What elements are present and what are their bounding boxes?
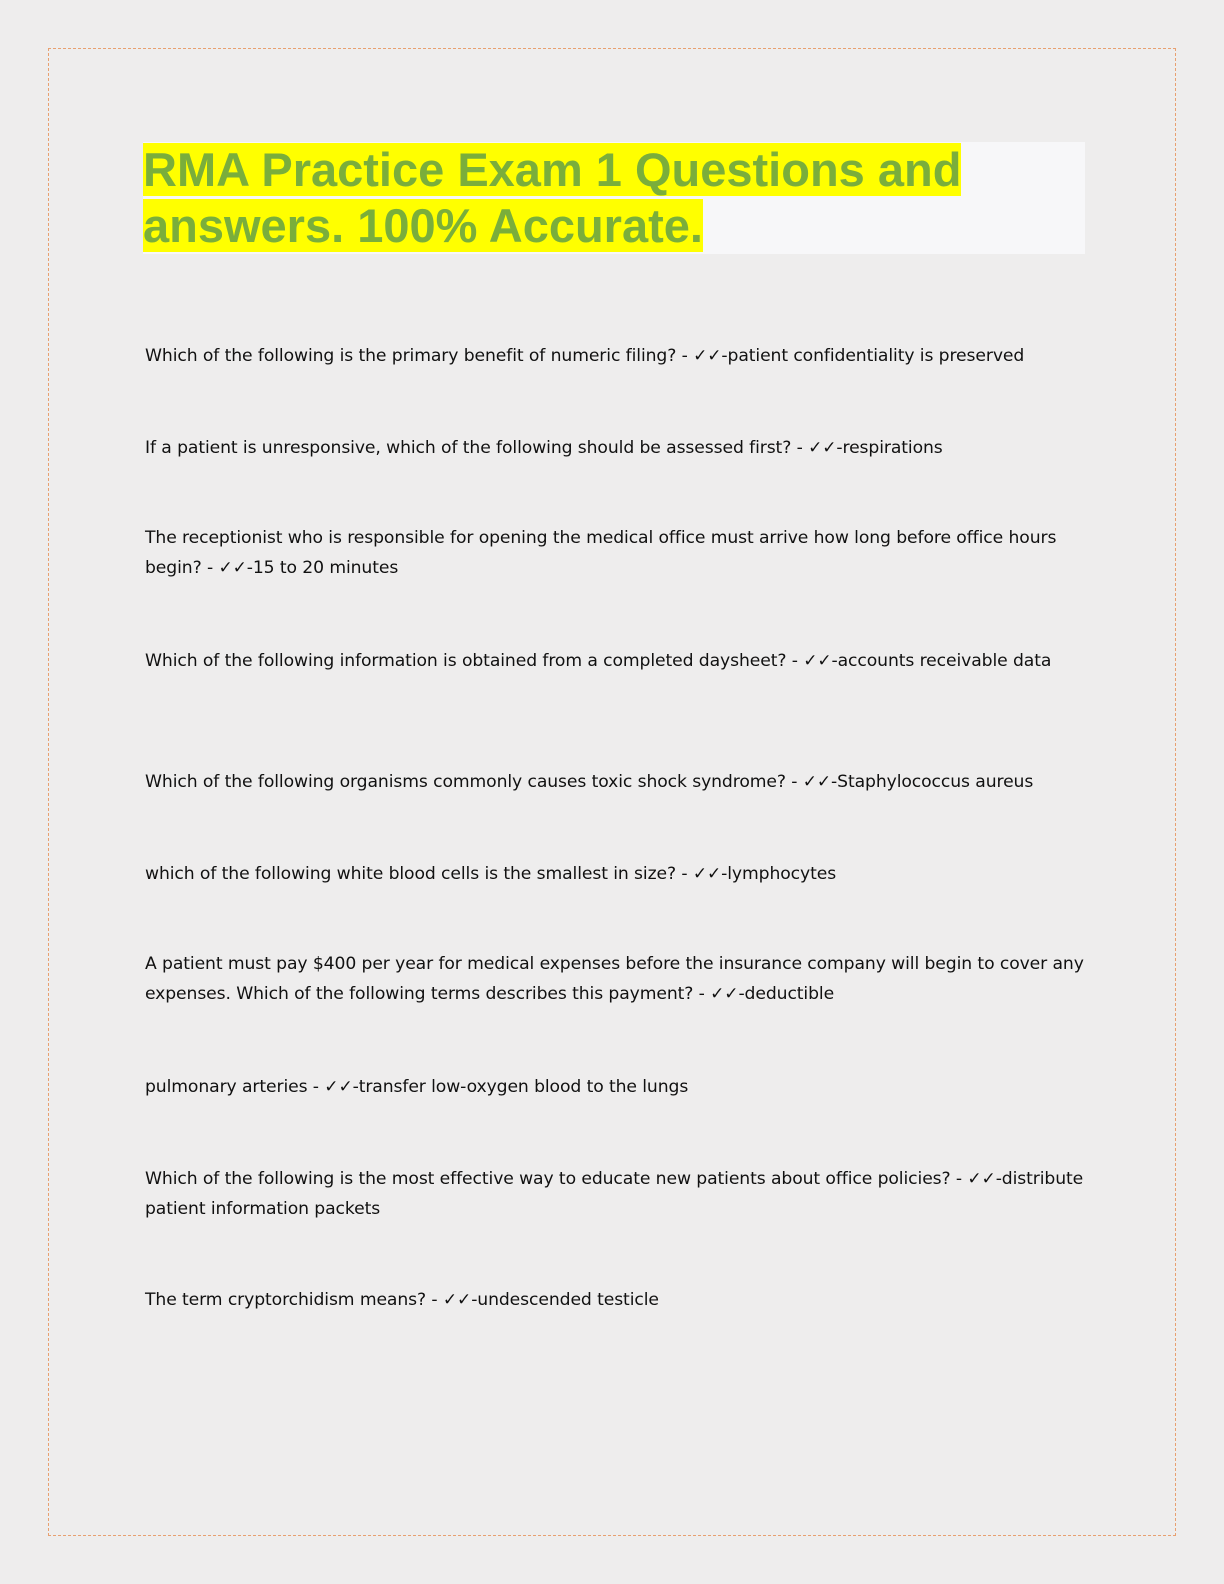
- qa-item-9: [145, 1164, 1085, 1224]
- qa-item-5: [145, 767, 1085, 797]
- check-icon: ✓✓: [218, 558, 247, 578]
- qa-item-8: [145, 1072, 1085, 1102]
- check-icon: ✓✓: [803, 651, 832, 671]
- check-icon: ✓✓: [693, 346, 722, 366]
- qa-item-6: [145, 859, 1085, 889]
- answer-text: -distribute patient information packets: [145, 1169, 1084, 1219]
- answer-text: -undescended testicle: [471, 1290, 659, 1310]
- answer-text: -transfer low-oxygen blood to the lungs: [352, 1077, 689, 1097]
- question-text: pulmonary arteries -: [145, 1077, 319, 1097]
- qa-item-10: [145, 1285, 1085, 1315]
- question-text: Which of the following is the primary benefit of numeric filing? -: [145, 346, 688, 366]
- question-text: Which of the following is the most effective way to educate new patients about office policies? -: [145, 1169, 963, 1189]
- document-title: [143, 142, 1085, 254]
- question-text: The receptionist who is responsible for opening the medical office must arrive how long before office hours begin? -: [145, 528, 1057, 578]
- check-icon: ✓✓: [808, 438, 837, 458]
- check-icon: ✓✓: [802, 772, 832, 792]
- answer-text: -lymphocytes: [721, 864, 837, 884]
- check-icon: ✓✓: [710, 984, 739, 1004]
- question-text: Which of the following information is obtained from a completed daysheet? -: [145, 651, 798, 671]
- title-line-2: answers. 100% Accurate.: [143, 199, 703, 252]
- answer-text: -respirations: [836, 438, 943, 458]
- question-text: Which of the following organisms commonly causes toxic shock syndrome? -: [145, 772, 798, 792]
- question-text: which of the following white blood cells is the smallest in size? -: [145, 864, 688, 884]
- document-title-block: [143, 142, 1085, 254]
- answer-text: -deductible: [738, 984, 835, 1004]
- check-icon: ✓✓: [442, 1290, 472, 1310]
- qa-item-7: [145, 949, 1085, 1009]
- question-text: A patient must pay $400 per year for medical expenses before the insurance company will begin to cover any expenses. Which of the following terms describes this payment? -: [145, 954, 1084, 1004]
- qa-item-2: [145, 433, 1085, 463]
- check-icon: ✓✓: [324, 1077, 353, 1097]
- answer-text: -accounts receivable data: [831, 651, 1052, 671]
- check-icon: ✓✓: [967, 1169, 996, 1189]
- check-icon: ✓✓: [692, 864, 722, 884]
- answer-text: -patient confidentiality is preserved: [721, 346, 1025, 366]
- qa-item-3: [145, 523, 1085, 583]
- qa-item-1: [145, 341, 1085, 371]
- qa-item-4: [145, 646, 1085, 676]
- question-text: The term cryptorchidism means? -: [145, 1290, 438, 1310]
- answer-text: -15 to 20 minutes: [246, 558, 399, 578]
- question-text: If a patient is unresponsive, which of the following should be assessed first? -: [145, 438, 803, 458]
- title-line-1: RMA Practice Exam 1 Questions and: [143, 143, 962, 196]
- answer-text: -Staphylococcus aureus: [831, 772, 1034, 792]
